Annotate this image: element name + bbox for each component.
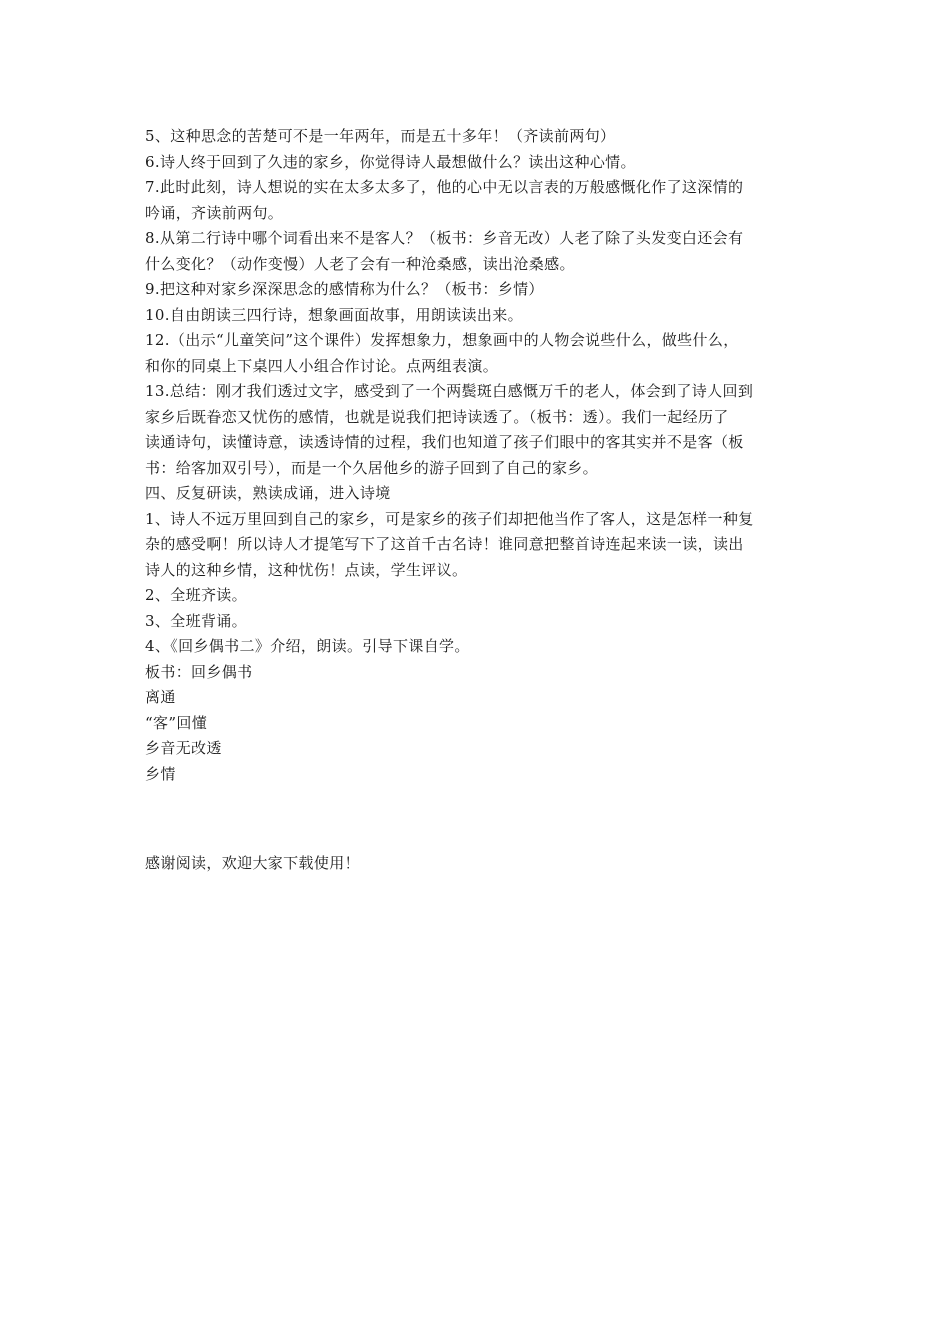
text-line: 书：给客加双引号），而是一个久居他乡的游子回到了自己的家乡。: [145, 458, 599, 477]
document-body: [145, 124, 815, 877]
text-line: 家乡后既眷恋又忧伤的感情，也就是说我们把诗读透了。（板书：透）。我们一起经历了: [145, 407, 729, 426]
text-line: 诗人的这种乡情，这种忧伤！点读，学生评议。: [145, 560, 468, 579]
closing-note: 感谢阅读，欢迎大家下载使用！: [145, 854, 360, 872]
text-line: 13.总结：刚才我们透过文字，感受到了一个两鬓斑白感慨万千的老人，体会到了诗人回到: [145, 382, 754, 400]
text-line: 7.此时此刻，诗人想说的实在太多太多了，他的心中无以言表的万般感慨化作了这深情的: [145, 178, 744, 196]
text-line: 什么变化？（动作变慢）人老了会有一种沧桑感，读出沧桑感。: [145, 254, 575, 273]
blackboard-line: 乡情: [145, 764, 176, 783]
blackboard-title: 板书：回乡偶书: [145, 662, 253, 681]
blackboard-line: “客”回懂: [145, 713, 208, 732]
blank-space: [145, 787, 815, 851]
blackboard-line: 乡音无改透: [145, 739, 222, 757]
text-line: 杂的感受啊！所以诗人才提笔写下了这首千古名诗！谁同意把整首诗连起来读一读，读出: [145, 535, 744, 553]
text-line: 5、这种思念的苦楚可不是一年两年，而是五十多年！（齐读前两句）: [145, 127, 616, 145]
text-line: 10.自由朗读三四行诗，想象画面故事，用朗读读出来。: [145, 305, 523, 324]
text-line: 2、全班齐读。: [145, 586, 247, 604]
text-line: 9.把这种对家乡深深思念的感情称为什么？（板书：乡情）: [145, 280, 544, 298]
text-line: 6.诗人终于回到了久违的家乡，你觉得诗人最想做什么？读出这种心情。: [145, 152, 636, 171]
blackboard-line: 离通: [145, 688, 176, 706]
text-line: 1、诗人不远万里回到自己的家乡，可是家乡的孩子们却把他当作了客人，这是怎样一种复: [145, 509, 754, 528]
text-line: 3、全班背诵。: [145, 611, 247, 630]
text-line: 和你的同桌上下桌四人小组合作讨论。点两组表演。: [145, 356, 499, 375]
text-line: 吟诵，齐读前两句。: [145, 203, 284, 222]
text-line: 读通诗句，读懂诗意，读透诗情的过程，我们也知道了孩子们眼中的客其实并不是客（板: [145, 433, 744, 451]
text-line: 8.从第二行诗中哪个词看出来不是客人？（板书：乡音无改）人老了除了头发变白还会有: [145, 229, 744, 247]
text-line: 12.（出示“儿童笑问”这个课件）发挥想象力，想象画中的人物会说些什么，做些什么，: [145, 331, 739, 349]
text-line: 4、《回乡偶书二》介绍，朗读。引导下课自学。: [145, 637, 470, 655]
section-heading: 四、反复研读，熟读成诵，进入诗境: [145, 484, 391, 502]
